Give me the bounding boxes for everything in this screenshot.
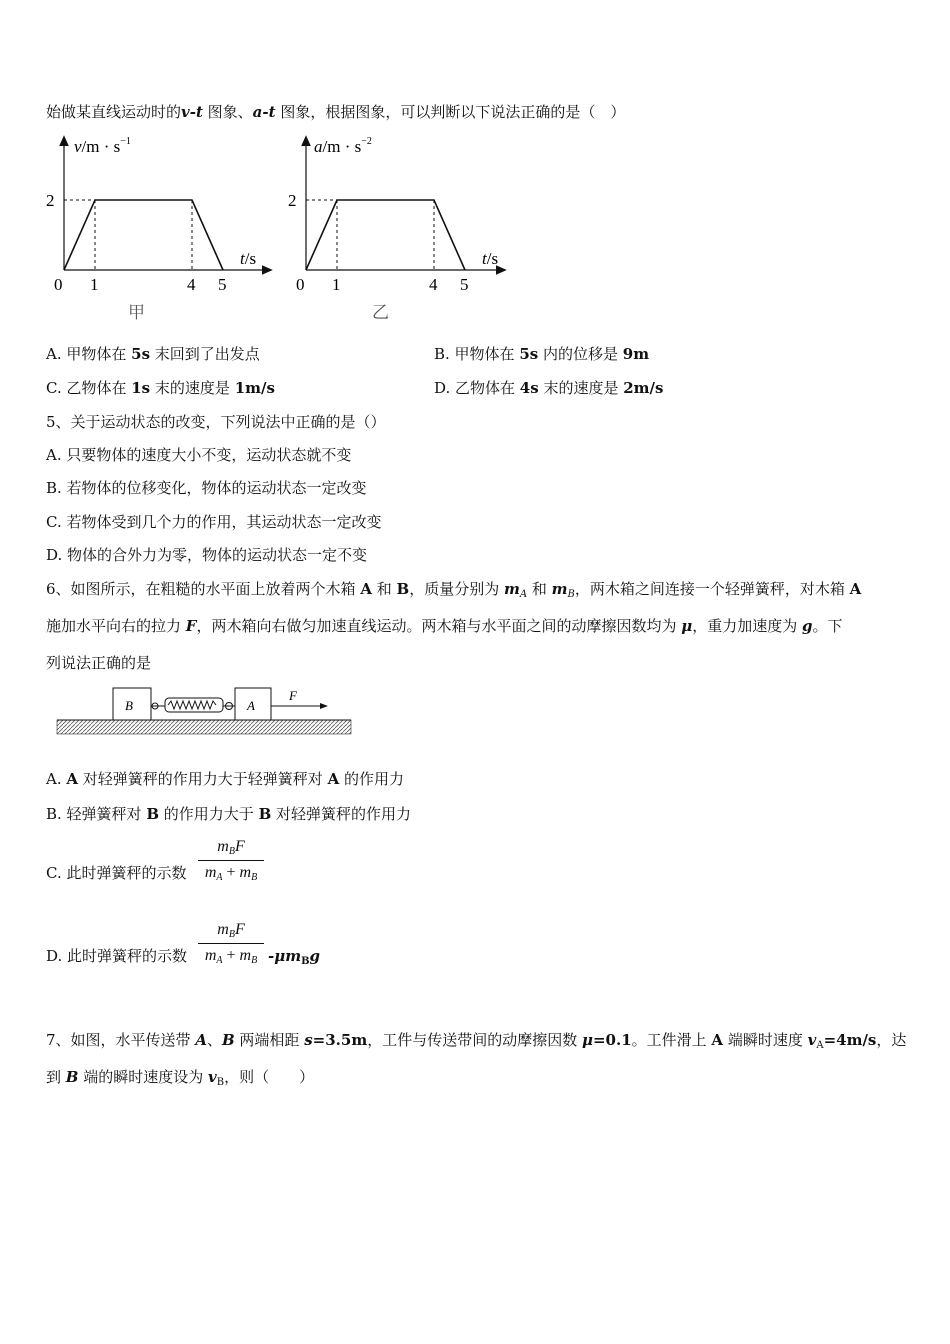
graph-jia-caption: 甲	[128, 303, 145, 322]
q6-stem-line1: 6、如图所示，在粗糙的水平面上放着两个木箱 A 和 B，质量分别为 $m_A$ 和 $m_B$，两木箱之间连接一个轻弹簧秤，对木箱 A	[46, 580, 862, 600]
graph-jia-ylabel: $v/m \cdot s^{-1}$	[74, 136, 131, 156]
graph-jia-xlabel: t/s	[240, 249, 257, 268]
q4-option-d: D. 乙物体在 4s 末的速度是 2m/s	[434, 379, 664, 397]
q5-option-a: A. 只要物体的速度大小不变，运动状态就不变	[46, 446, 352, 464]
box-a-label: A	[247, 698, 255, 713]
q5-option-d: D. 物体的合外力为零，物体的运动状态一定不变	[46, 546, 368, 564]
q7-stem-line1: 7、如图，水平传送带 A、B 两端相距 s=3.5m，工件与传送带间的动摩擦因数 μ=0.1。工件滑上 A 端瞬时速度 $v_A=4m/s$，达	[46, 1031, 907, 1051]
q6-option-b: B. 轻弹簧秤对 B 的作用力大于 B 对轻弹簧秤的作用力	[46, 805, 412, 823]
box-b-label: B	[125, 698, 133, 713]
graph-jia-x-tick-0: 0	[54, 275, 63, 294]
graph-yi-x-tick-1: 1	[332, 275, 341, 294]
graph-yi-xlabel: t/s	[482, 249, 499, 268]
q4-option-b: B. 甲物体在 5s 内的位移是 9m	[434, 345, 650, 363]
q4-option-c: C. 乙物体在 1s 末的速度是 1m/s	[46, 379, 275, 397]
graph-yi-caption: 乙	[372, 303, 389, 322]
graph-jia	[40, 130, 280, 330]
graph-yi	[282, 130, 522, 330]
q6-option-d-tail: $-\mu m_Bg$	[268, 947, 321, 967]
graph-yi-x-tick-5: 5	[460, 275, 469, 294]
q6-option-c: C. 此时弹簧秤的示数	[46, 864, 187, 882]
graph-jia-x-tick-5: 5	[218, 275, 227, 294]
graph-jia-x-tick-4: 4	[187, 275, 196, 294]
q6-stem-line3: 列说法正确的是	[46, 654, 152, 672]
graph-yi-curve	[306, 200, 465, 270]
q5-stem: 5、关于运动状态的改变，下列说法中正确的是（）	[46, 413, 386, 431]
q5-option-c: C. 若物体受到几个力的作用，其运动状态一定改变	[46, 513, 382, 531]
graph-yi-x-tick-0: 0	[296, 275, 305, 294]
q7-stem-line2: 到 B 端的瞬时速度设为 $v_B$，则（ ）	[46, 1068, 315, 1088]
ground	[57, 720, 351, 734]
q4-option-a: A. 甲物体在 5s 末回到了出发点	[46, 345, 260, 363]
graph-yi-ylabel: $a/m \cdot s^{-2}$	[314, 136, 372, 156]
q5-option-b: B. 若物体的位移变化，物体的运动状态一定改变	[46, 479, 367, 497]
graph-yi-y-tick: 2	[288, 191, 297, 210]
q6-stem-line2: 施加水平向右的拉力 F，两木箱向右做匀加速直线运动。两木箱与水平面之间的动摩擦因数均为 μ，重力加速度为 g。下	[46, 617, 843, 635]
q6-option-d: D. 此时弹簧秤的示数	[46, 947, 188, 965]
graph-yi-x-tick-4: 4	[429, 275, 438, 294]
graph-jia-x-tick-1: 1	[90, 275, 99, 294]
q4-stem: 始做某直线运动时的v-t 图象、a-t 图象，根据图象，可以判断以下说法正确的是（ ）	[46, 103, 626, 121]
force-label: F	[289, 688, 297, 703]
graph-jia-curve	[64, 200, 223, 270]
q6-option-a: A. A 对轻弹簧秤的作用力大于轻弹簧秤对 A 的作用力	[46, 770, 404, 788]
graph-jia-y-tick: 2	[46, 191, 55, 210]
q6-figure	[55, 684, 355, 740]
